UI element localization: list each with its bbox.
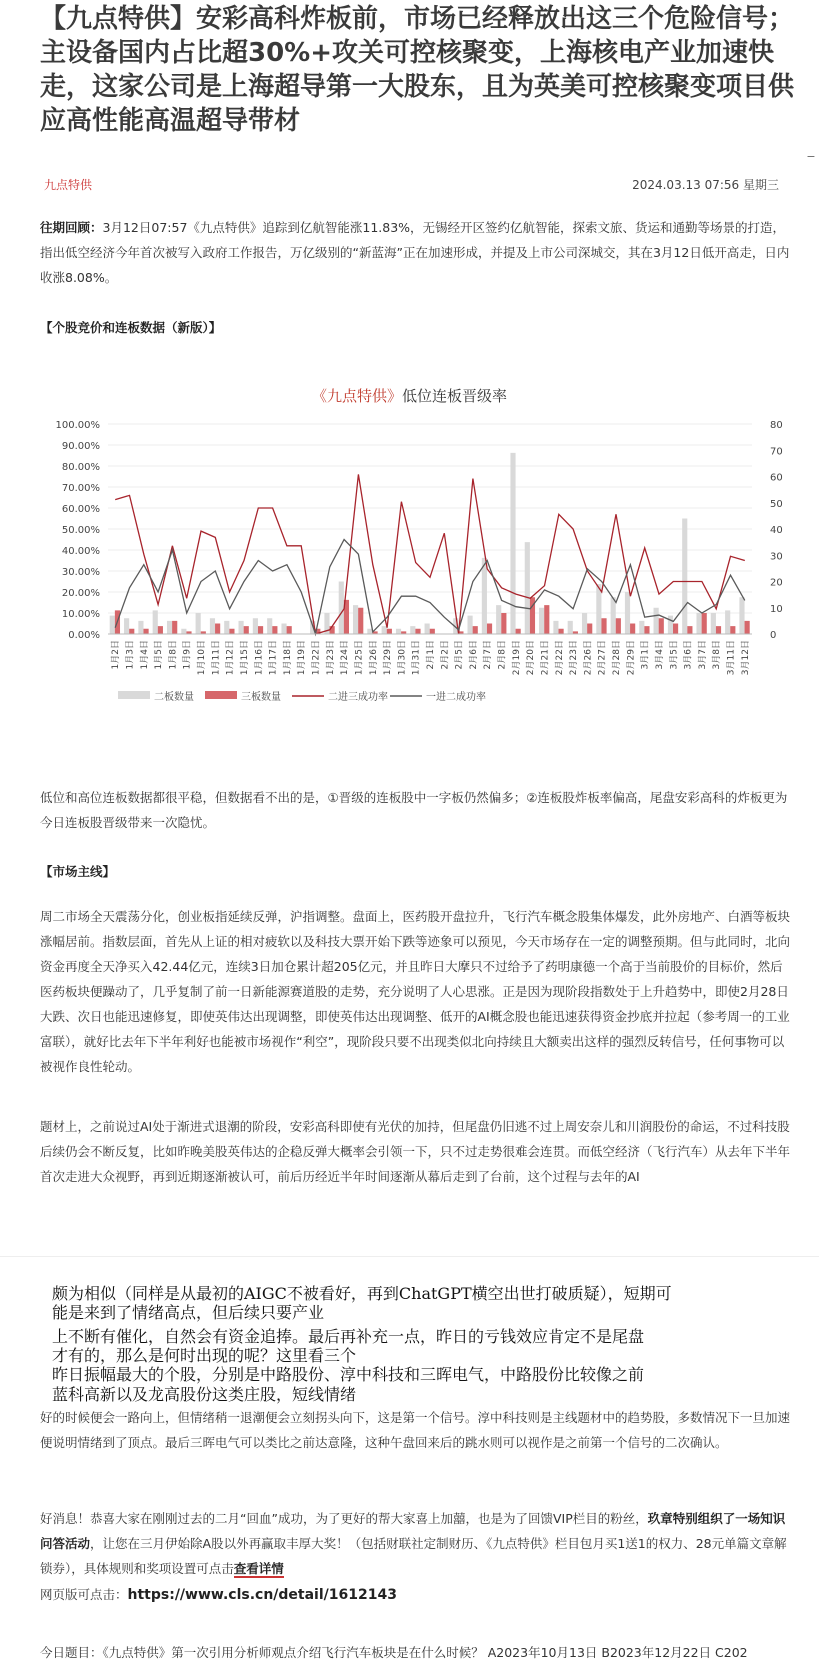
bar-三板数量 <box>143 629 148 634</box>
x-tick-label: 3月8日 <box>712 640 723 670</box>
promo-text-c: ，让您在三月伊始除A股以外再赢取丰厚大奖！（包括财联社定制财历、《九点特供》栏目包月买1送1的权力、28元单篇文章解锁券），具体规则和奖项设置可点击 <box>40 1536 787 1576</box>
bar-二板数量 <box>725 610 730 634</box>
ocr-line-5: 昨日振幅最大的个股，分别是中路股份、淳中科技和三晖电气，中路股份比较像之前 <box>52 1365 645 1384</box>
x-tick-label: 3月7日 <box>697 640 708 670</box>
legend-label: 二板数量 <box>154 692 194 703</box>
bar-二板数量 <box>339 582 344 635</box>
x-tick-label: 2月27日 <box>597 640 608 676</box>
right-axis-tick-label: 10 <box>770 603 783 615</box>
bar-二板数量 <box>196 613 201 634</box>
x-tick-label: 1月2日 <box>111 640 122 670</box>
bar-三板数量 <box>630 624 635 635</box>
x-tick-label: 3月6日 <box>683 640 694 670</box>
ocr-line-6: 蓝科高新以及龙高股份这类庄股，短线情绪 <box>52 1385 357 1404</box>
web-version-link[interactable]: https://www.cls.cn/detail/1612143 <box>127 1587 397 1603</box>
right-axis-tick-label: 50 <box>770 498 783 510</box>
section-heading-market-theme: 【市场主线】 <box>40 864 116 879</box>
bar-三板数量 <box>430 629 435 634</box>
x-tick-label: 3月4日 <box>654 640 665 670</box>
bar-二板数量 <box>668 616 673 634</box>
bar-三板数量 <box>544 605 549 634</box>
left-axis-tick-label: 50.00% <box>61 525 100 536</box>
bar-二板数量 <box>425 624 430 635</box>
left-axis-tick-label: 0.00% <box>68 630 100 641</box>
bar-三板数量 <box>415 629 420 634</box>
bar-三板数量 <box>587 624 592 635</box>
bar-三板数量 <box>616 618 621 634</box>
chart-title-prefix: 《九点特供》 <box>311 387 402 405</box>
bar-二板数量 <box>482 558 487 634</box>
bar-二板数量 <box>382 626 387 634</box>
x-tick-label: 2月7日 <box>483 640 494 670</box>
left-axis-tick-label: 100.00% <box>55 420 100 431</box>
bar-三板数量 <box>501 613 506 634</box>
bar-二板数量 <box>611 597 616 634</box>
bar-三板数量 <box>659 618 664 634</box>
x-tick-label: 1月17日 <box>268 640 279 676</box>
bar-三板数量 <box>158 626 163 634</box>
x-tick-label: 1月23日 <box>325 640 336 676</box>
section-heading-stock-data: 【个股竞价和连板数据（新版）】 <box>40 320 222 335</box>
bar-二板数量 <box>281 624 286 635</box>
bar-二板数量 <box>181 629 186 634</box>
bar-三板数量 <box>473 626 478 634</box>
x-tick-label: 1月18日 <box>282 640 293 676</box>
bar-二板数量 <box>467 616 472 634</box>
legend-label: 三板数量 <box>241 692 281 703</box>
chart-title-suffix: 低位连板晋级率 <box>402 387 508 405</box>
bar-三板数量 <box>745 621 750 634</box>
right-axis-tick-label: 20 <box>770 577 783 589</box>
x-tick-label: 1月10日 <box>197 640 208 676</box>
bar-三板数量 <box>487 624 492 635</box>
right-axis-tick-label: 40 <box>770 525 783 536</box>
legend-label: 一进二成功率 <box>426 692 486 703</box>
x-tick-label: 1月19日 <box>297 640 308 676</box>
x-tick-label: 2月28日 <box>612 640 623 676</box>
market-paragraph-3: 好的时候便会一路向上，但情绪稍一退潮便会立刻拐头向下，这是第一个信号。淳中科技则是主线题材中的趋势股，多数情况下一旦加速便说明情绪到了顶点。最后三晖电气可以类比之前达意隆，这种午盘回来后的跳水则可以视作是之前第一个信号的二次确认。 <box>40 1410 791 1450</box>
bar-二板数量 <box>553 621 558 634</box>
bar-二板数量 <box>224 621 229 634</box>
right-axis-tick-label: 0 <box>770 630 777 641</box>
line-二进三成功率 <box>115 474 745 634</box>
x-tick-label: 2月29日 <box>626 640 637 676</box>
x-tick-label: 1月4日 <box>139 640 150 670</box>
bar-三板数量 <box>258 626 263 634</box>
bar-二板数量 <box>110 616 115 634</box>
x-tick-label: 1月25日 <box>354 640 365 676</box>
x-tick-label: 1月15日 <box>239 640 250 676</box>
bar-三板数量 <box>387 629 392 634</box>
bar-三板数量 <box>702 613 707 634</box>
x-tick-label: 2月19日 <box>511 640 522 676</box>
right-axis-tick-label: 60 <box>770 472 783 484</box>
x-tick-label: 2月26日 <box>583 640 594 676</box>
bar-三板数量 <box>129 629 134 634</box>
x-tick-label: 3月5日 <box>669 640 680 670</box>
bar-二板数量 <box>239 621 244 634</box>
left-axis-tick-label: 60.00% <box>61 504 100 515</box>
x-tick-label: 1月12日 <box>225 640 236 676</box>
bar-二板数量 <box>525 542 530 634</box>
bar-二板数量 <box>582 613 587 634</box>
x-tick-label: 1月8日 <box>168 640 179 670</box>
promo-paragraph <box>40 1506 792 1581</box>
x-tick-label: 1月9日 <box>182 640 193 670</box>
bar-二板数量 <box>539 608 544 634</box>
x-tick-label: 2月23日 <box>569 640 580 676</box>
ocr-line-2: 能是来到了情绪高点，但后续只要产业 <box>52 1303 325 1322</box>
x-tick-label: 3月1日 <box>640 640 651 670</box>
web-version-line <box>40 1582 792 1608</box>
left-axis-tick-label: 80.00% <box>61 462 100 473</box>
x-tick-label: 1月16日 <box>254 640 265 676</box>
ocr-line-3: 上不断有催化，自然会有资金追捧。最后再补充一点，昨日的亏钱效应肯定不是尾盘 <box>52 1327 645 1346</box>
x-tick-label: 1月29日 <box>383 640 394 676</box>
bar-二板数量 <box>496 605 501 634</box>
bar-二板数量 <box>639 621 644 634</box>
bar-三板数量 <box>229 629 234 634</box>
bar-二板数量 <box>410 626 415 634</box>
bar-三板数量 <box>358 608 363 634</box>
bar-二板数量 <box>396 629 401 634</box>
bar-二板数量 <box>267 618 272 634</box>
bar-二板数量 <box>253 618 258 634</box>
right-axis-tick-label: 80 <box>770 420 783 431</box>
details-link[interactable]: 查看详情 <box>233 1561 284 1576</box>
quiz-line: 今日题目：《九点特供》第一次引用分析师观点介绍飞行汽车板块是在什么时候？ A2023年10月13日 B2023年12月22日 C202 <box>40 1645 748 1660</box>
x-tick-label: 1月31日 <box>411 640 422 676</box>
x-tick-label: 2月5日 <box>454 640 465 670</box>
bar-二板数量 <box>124 618 129 634</box>
market-paragraph-2: 题材上，之前说过AI处于渐进式退潮的阶段，安彩高科即使有光伏的加持，但尾盘仍旧逃不过上周安奈儿和川润股份的命运，不过科技股后续仍会不断反复，比如昨晚美股英伟达的企稳反弹大概率会引领一下，只不过走势很难会连贯。而低空经济（飞行汽车）从去年下半年首次走进大众视野，再到近期逐渐被认可，前后历经近半年时间逐渐从幕后走到了台前，这个过程与去年的AI <box>40 1119 791 1184</box>
review-paragraph <box>40 215 792 290</box>
web-version-label: 网页版可点击： <box>40 1587 128 1602</box>
bar-三板数量 <box>673 624 678 635</box>
x-tick-label: 1月30日 <box>397 640 408 676</box>
left-axis-tick-label: 20.00% <box>61 588 100 599</box>
right-axis-tick-label: 70 <box>770 446 783 458</box>
bar-二板数量 <box>210 618 215 634</box>
article-title: 【九点特供】安彩高科炸板前，市场已经释放出这三个危险信号；主设备国内占比超30%+攻关可控核聚变，上海核电产业加速快走，这家公司是上海超导第一大股东，且为英美可控核聚变项目供应高性能高温超导带材 <box>40 4 795 136</box>
x-tick-label: 2月21日 <box>540 640 551 676</box>
bar-二板数量 <box>696 613 701 634</box>
x-tick-label: 2月1日 <box>426 640 436 670</box>
left-axis-tick-label: 10.00% <box>61 609 100 620</box>
x-tick-label: 2月6日 <box>468 640 479 670</box>
x-tick-label: 3月11日 <box>726 640 737 676</box>
scroll-indicator-icon[interactable]: − <box>806 150 816 163</box>
bar-三板数量 <box>172 621 177 634</box>
bar-三板数量 <box>730 626 735 634</box>
bar-三板数量 <box>644 626 649 634</box>
ocr-line-4: 才有的，那么是何时出现的呢？这里看三个 <box>52 1346 357 1365</box>
promo-text-a: 好消息！恭喜大家在刚刚过去的二月“回血”成功，为了更好的帮大家喜上加囍，也是为了回馈VIP栏目的粉丝， <box>40 1511 648 1526</box>
right-axis-tick-label: 30 <box>770 551 783 563</box>
x-tick-label: 1月5日 <box>154 640 165 670</box>
x-tick-label: 1月22日 <box>311 640 322 676</box>
x-tick-label: 1月3日 <box>125 640 136 670</box>
bar-三板数量 <box>272 626 277 634</box>
legend-swatch <box>205 691 237 699</box>
bar-三板数量 <box>215 624 220 635</box>
x-tick-label: 2月8日 <box>497 640 508 670</box>
publish-datetime: 2024.03.13 07:56 星期三 <box>632 178 779 192</box>
bar-二板数量 <box>711 613 716 634</box>
x-tick-label: 1月26日 <box>368 640 379 676</box>
bar-二板数量 <box>353 605 358 634</box>
bar-二板数量 <box>568 621 573 634</box>
bar-二板数量 <box>367 629 372 634</box>
bar-三板数量 <box>687 626 692 634</box>
limit-up-promotion-chart <box>0 400 819 755</box>
author-name[interactable]: 九点特供 <box>44 178 93 192</box>
left-axis-tick-label: 70.00% <box>61 483 100 494</box>
left-axis-tick-label: 30.00% <box>61 567 100 578</box>
x-tick-label: 1月11日 <box>211 640 222 676</box>
x-tick-label: 2月2日 <box>440 640 451 670</box>
x-tick-label: 2月22日 <box>554 640 565 676</box>
bar-二板数量 <box>654 608 659 634</box>
x-tick-label: 3月12日 <box>740 640 751 676</box>
bar-二板数量 <box>625 592 630 634</box>
line-一进二成功率 <box>115 540 745 635</box>
left-axis-tick-label: 40.00% <box>61 546 100 557</box>
review-text: 3月12日07:57《九点特供》追踪到亿航智能涨11.83%，无锡经开区签约亿航智能，探索文旅、货运和通勤等场景的打造，指出低空经济今年首次被写入政府工作报告，万亿级别的“新蓝海”正在加速形成，并提及上市公司深城交，其在3月12日低开高走，日内收涨8.08%。 <box>40 220 790 285</box>
page-divider <box>0 1256 819 1257</box>
legend-label: 二进三成功率 <box>328 692 388 703</box>
bar-二板数量 <box>167 621 172 634</box>
ocr-line-1: 颇为相似（同样是从最初的AIGC不被看好，再到ChatGPT横空出世打破质疑），短期可 <box>52 1284 672 1303</box>
bar-二板数量 <box>682 519 687 635</box>
bar-三板数量 <box>516 629 521 634</box>
legend-swatch <box>118 691 150 699</box>
promo-highlight: 玖章特别组织了一场知识问答活动 <box>40 1511 786 1551</box>
bar-二板数量 <box>138 621 143 634</box>
bar-三板数量 <box>601 618 606 634</box>
bar-三板数量 <box>716 626 721 634</box>
left-axis-tick-label: 90.00% <box>61 441 100 452</box>
bar-三板数量 <box>287 626 292 634</box>
x-tick-label: 1月24日 <box>340 640 351 676</box>
bar-二板数量 <box>739 597 744 634</box>
review-label: 往期回顾： <box>40 220 103 235</box>
bar-二板数量 <box>153 610 158 634</box>
bar-三板数量 <box>244 626 249 634</box>
market-paragraph-1: 周二市场全天震荡分化，创业板指延续反弹，沪指调整。盘面上，医药股开盘拉升，飞行汽车概念股集体爆发，此外房地产、白酒等板块涨幅居前。指数层面，首先从上证的相对疲软以及科技大票开始下跌等迹象可以预见，今天市场存在一定的调整预期。但与此同时，北向资金再度全天净买入42.44亿元，连续3日加仓累计超205亿元，并且昨日大摩只不过给予了药明康德一个高于当前股价的目标价，然后医药板块便躁动了，几乎复制了前一日新能源赛道股的走势，充分说明了人心思涨。正是因为现阶段指数处于上升趋势中，即使2月28日大跌、次日也能迅速修复，即使英伟达出现调整，即使英伟达出现调整、低开的AI概念股也能迅速获得资金抄底并拉起（参考周一的工业富联），就好比去年下半年利好也能被市场视作“利空”，现阶段只要不出现类似北向持续且大额卖出这样的强烈反转信号，任何事物可以被视作良性轮动。 <box>40 909 791 1074</box>
bar-三板数量 <box>559 629 564 634</box>
x-tick-label: 2月20日 <box>526 640 537 676</box>
chart-caption: 低位和高位连板数据都很平稳，但数据看不出的是，①晋级的连板股中一字板仍然偏多；②连板股炸板率偏高，尾盘安彩高科的炸板更为今日连板股晋级带来一次隐忧。 <box>40 790 788 830</box>
